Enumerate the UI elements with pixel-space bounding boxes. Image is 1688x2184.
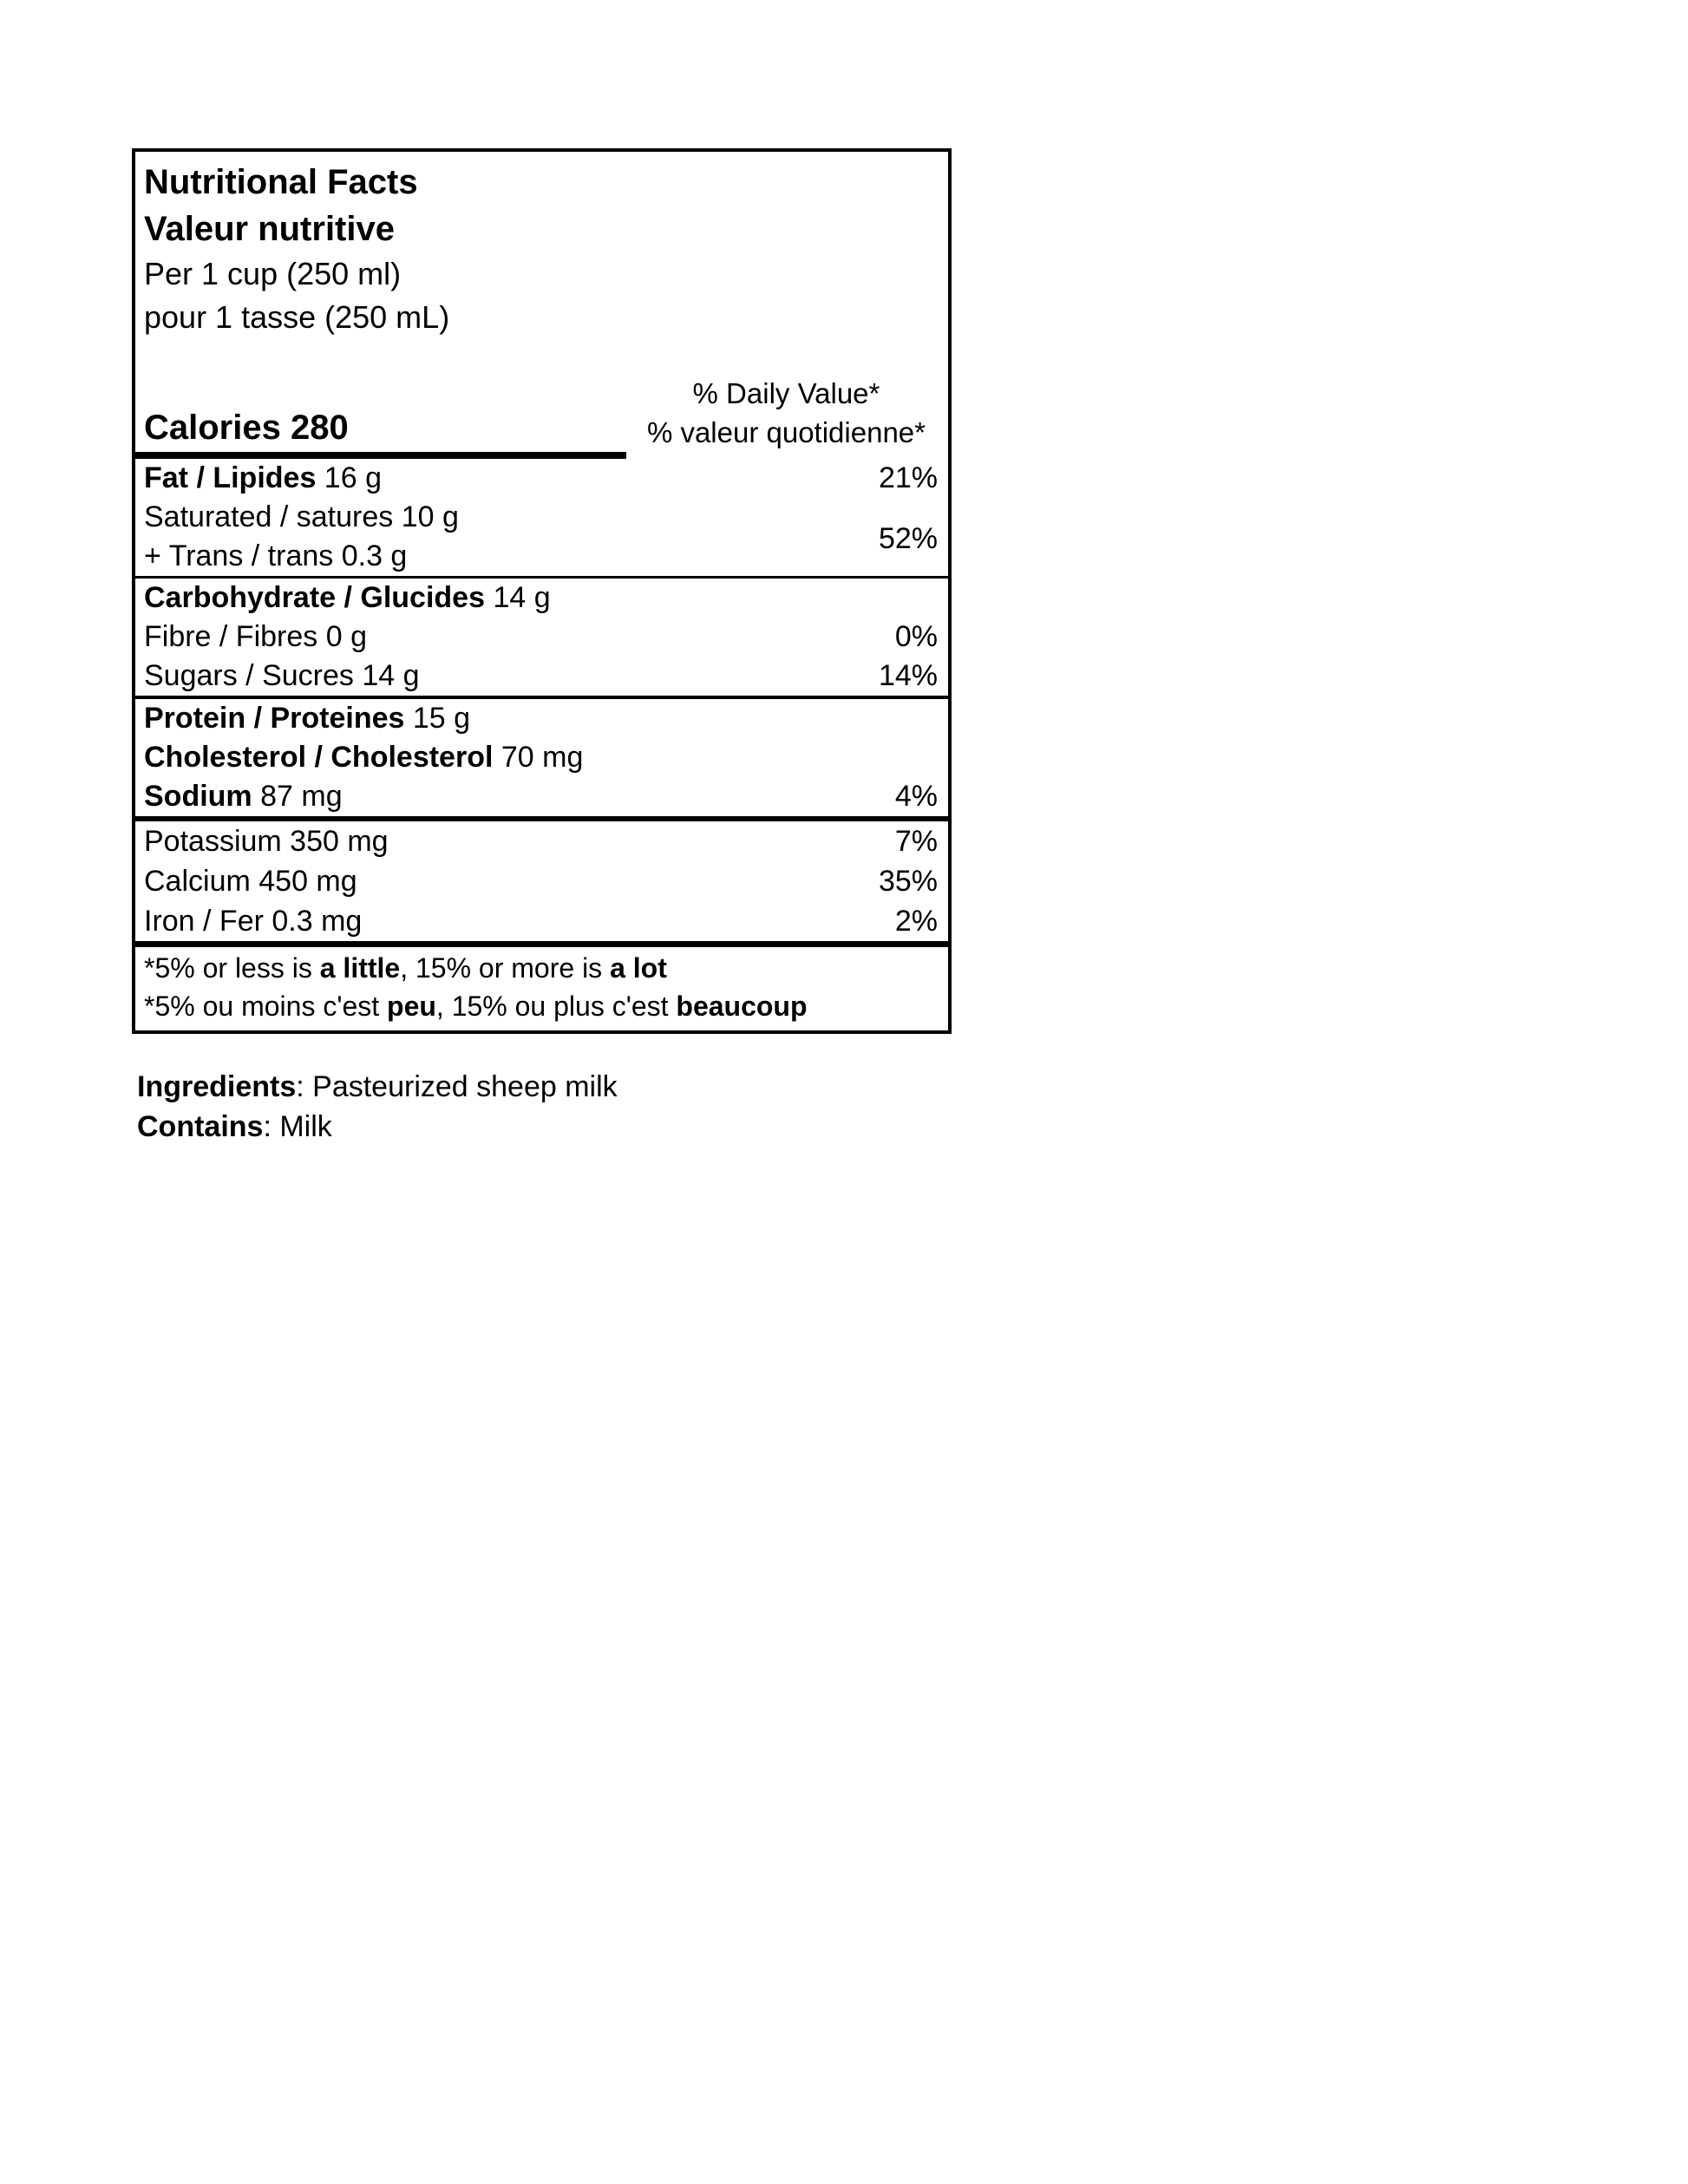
footnote-english: *5% or less is a little, 15% or more is a lot bbox=[144, 952, 667, 984]
ingredients-block bbox=[137, 1067, 618, 1147]
sodium-percent: 4% bbox=[894, 780, 938, 813]
ingredients-line: Ingredients: Pasteurized sheep milk bbox=[137, 1070, 618, 1103]
potassium-label: Potassium 350 mg bbox=[144, 825, 389, 858]
potassium-row bbox=[135, 821, 948, 861]
fat-percent: 21% bbox=[878, 461, 938, 494]
calcium-percent: 35% bbox=[878, 865, 938, 898]
label-header bbox=[135, 152, 948, 452]
footnote-section bbox=[135, 947, 948, 1030]
fat-row bbox=[135, 459, 801, 498]
fibre-row bbox=[135, 618, 948, 657]
sugars-percent: 14% bbox=[878, 659, 938, 692]
sodium-label: Sodium 87 mg bbox=[144, 780, 343, 813]
calories-underline bbox=[135, 452, 626, 459]
saturated-trans-percent: 52% bbox=[878, 522, 938, 555]
sodium-row bbox=[135, 777, 948, 816]
iron-percent: 2% bbox=[894, 905, 938, 938]
serving-size-english: Per 1 cup (250 ml) bbox=[144, 256, 402, 291]
carbohydrate-row bbox=[135, 579, 948, 618]
carbohydrate-section bbox=[135, 579, 948, 699]
sugars-row bbox=[135, 657, 948, 696]
daily-value-heading-english: % Daily Value* bbox=[692, 377, 880, 409]
nutrition-facts-label bbox=[132, 148, 952, 1034]
serving-size-french: pour 1 tasse (250 mL) bbox=[144, 299, 450, 335]
protein-row bbox=[135, 699, 948, 738]
carbohydrate-label: Carbohydrate / Glucides 14 g bbox=[144, 581, 551, 614]
title-french: Valeur nutritive bbox=[144, 210, 395, 248]
calcium-label: Calcium 450 mg bbox=[144, 865, 357, 898]
sugars-label: Sugars / Sucres 14 g bbox=[144, 659, 420, 692]
calories-value: Calories 280 bbox=[144, 409, 349, 447]
title-english: Nutritional Facts bbox=[144, 163, 418, 201]
minerals-section bbox=[135, 821, 948, 947]
potassium-percent: 7% bbox=[894, 825, 938, 858]
trans-fat-label: + Trans / trans 0.3 g bbox=[144, 539, 408, 572]
trans-fat-row bbox=[135, 537, 801, 576]
fibre-label: Fibre / Fibres 0 g bbox=[144, 620, 367, 653]
iron-row bbox=[135, 901, 948, 941]
footnote-french: *5% ou moins c'est peu, 15% ou plus c'est beaucoup bbox=[144, 991, 808, 1022]
daily-value-heading bbox=[647, 374, 926, 452]
contains-line: Contains: Milk bbox=[137, 1110, 332, 1143]
daily-value-heading-french: % valeur quotidienne* bbox=[646, 416, 926, 448]
protein-label: Protein / Proteines 15 g bbox=[144, 702, 471, 735]
cholesterol-row bbox=[135, 738, 948, 777]
fat-label: Fat / Lipides 16 g bbox=[144, 461, 382, 494]
fat-section bbox=[135, 459, 948, 579]
calcium-row bbox=[135, 861, 948, 901]
saturated-fat-label: Saturated / satures 10 g bbox=[144, 500, 459, 533]
calories-daily-value-row bbox=[135, 339, 948, 452]
protein-section bbox=[135, 699, 948, 821]
saturated-fat-row bbox=[135, 498, 801, 537]
cholesterol-label: Cholesterol / Cholesterol 70 mg bbox=[144, 741, 584, 774]
fibre-percent: 0% bbox=[894, 620, 938, 653]
iron-label: Iron / Fer 0.3 mg bbox=[144, 905, 363, 938]
